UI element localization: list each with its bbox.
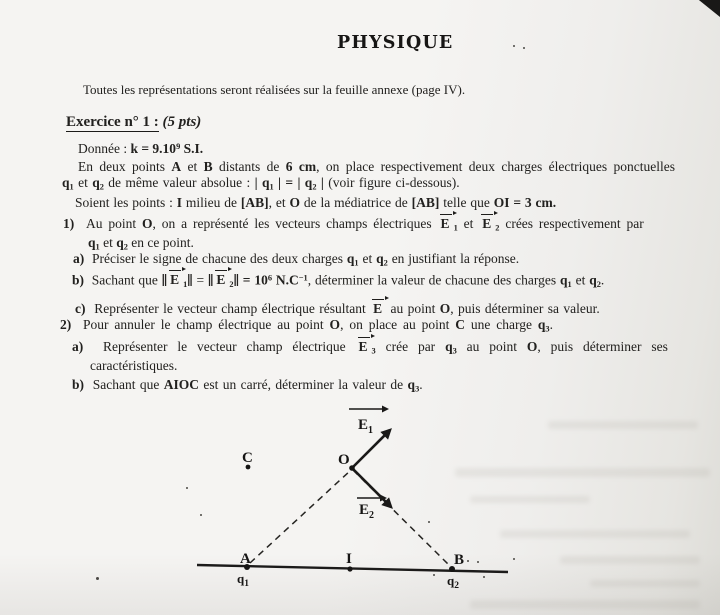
text-seg: au point (456, 339, 527, 354)
question-1 (63, 216, 644, 234)
text-seg-b: q (92, 175, 100, 190)
text-seg: en justifiant la réponse. (387, 251, 520, 266)
label-q1: $q_1$ (237, 571, 249, 589)
E1-label-overbar-arrowhead (382, 406, 389, 413)
text-seg: telle que (439, 195, 494, 210)
text-seg: Donnée : (78, 141, 131, 156)
text-seg: Au point (86, 216, 143, 231)
label-C: C (242, 450, 253, 466)
question-1c (75, 301, 600, 317)
scan-artifact (455, 468, 710, 477)
speck (513, 558, 515, 560)
text-seg: Sachant que (91, 272, 162, 288)
text-seg: Représenter le vecteur champ électrique (103, 339, 356, 354)
text-seg-b: [AB] (240, 195, 269, 210)
text-seg-bsub: 1 (354, 258, 359, 268)
point-I-dot (347, 566, 352, 571)
question-1a (73, 251, 519, 269)
text-seg: , déterminer la valeur de chacune des charges (307, 272, 561, 288)
text-seg-bsub: 1 (453, 223, 458, 233)
scan-artifact (560, 556, 700, 564)
text-seg-vec: E (482, 216, 492, 231)
text-seg-b: [AB] (411, 195, 440, 210)
speck (186, 487, 188, 489)
text-seg: (voir figure ci-dessous). (323, 175, 460, 190)
question-2 (60, 317, 553, 335)
speck (467, 560, 469, 562)
label-I: I (346, 551, 352, 567)
text-seg: , on place au point (340, 317, 456, 332)
text-seg-bsub: 2 (312, 182, 317, 192)
question-2a-cont (90, 358, 177, 374)
text-seg-b: b) (72, 377, 93, 392)
text-seg-bsub: 1 (183, 279, 188, 289)
text-seg-b: 6 cm (285, 159, 317, 174)
text-seg: Représenter le vecteur champ électrique résultant (94, 301, 371, 316)
page-corner-shadow (696, 0, 720, 17)
question-2b (72, 377, 423, 395)
text-seg: de la médiatrice de (300, 195, 412, 210)
text-seg-b: q (445, 339, 453, 354)
text-seg-b: N.C (272, 272, 299, 288)
text-seg-b: q (116, 235, 124, 250)
text-seg-bsub: 3 (452, 346, 457, 356)
text-seg-b: q (560, 272, 568, 288)
text-seg: En deux points (78, 159, 172, 174)
speck (523, 47, 525, 49)
text-seg-b: q (88, 235, 96, 250)
dashed-line-AO (250, 470, 351, 563)
speck (96, 577, 99, 580)
text-seg-b: | = | q (273, 175, 313, 190)
text-seg-b: a) (73, 251, 92, 266)
text-seg-b: q (589, 272, 597, 288)
text-seg: = (192, 272, 209, 288)
text-seg: , on a représenté les vecteurs champs électriques (152, 216, 438, 231)
text-seg: crée par (375, 339, 446, 354)
text-seg-b: 1) (63, 216, 86, 231)
speck (428, 521, 430, 523)
text-seg-bsub: 1 (95, 242, 100, 252)
text-seg-bar: ‖ (187, 271, 193, 290)
vector-E2-arrow (352, 468, 391, 507)
text-seg-b: O (142, 216, 153, 231)
text-seg: distants de (212, 159, 286, 174)
label-B: B (454, 552, 465, 568)
question-1-cont (88, 235, 194, 253)
text-seg: et (358, 251, 377, 266)
text-seg-vec: E (440, 216, 450, 231)
text-seg-b: q (537, 317, 546, 332)
text-seg-bsub: 1 (269, 182, 274, 192)
text-seg-b: OI = 3 cm. (493, 195, 557, 210)
text-seg-b: | (316, 175, 324, 190)
text-seg-b: q (346, 251, 355, 266)
text-seg-vec: E (216, 272, 226, 288)
text-seg-b: B (203, 159, 213, 174)
text-seg: milieu de (182, 195, 241, 210)
text-seg: de même valeur absolue : (103, 175, 255, 190)
text-seg-bsub: 2 (99, 182, 104, 192)
text-seg-bsub: 2 (123, 242, 128, 252)
speck (477, 561, 479, 563)
scan-artifact (548, 421, 698, 429)
text-seg-bar: ‖ (161, 271, 168, 290)
text-seg: est un carré, déterminer la valeur de (199, 377, 408, 392)
line-valeur-absolue (62, 175, 460, 193)
text-seg: . (549, 317, 553, 332)
text-seg-bsub: 3 (545, 324, 550, 334)
figure-diagram (150, 400, 570, 615)
text-seg-bi: (5 pts) (162, 114, 202, 130)
text-seg-b: O (289, 195, 301, 210)
text-seg: caractéristiques. (90, 358, 178, 373)
text-seg-bsup: −1 (298, 273, 308, 283)
text-seg: Préciser le signe de chacune des deux charges (92, 251, 347, 266)
text-seg-bsub: 3 (415, 384, 420, 394)
text-seg: Toutes les représentations seront réalisées sur la feuille annexe (page IV). (83, 82, 466, 97)
intro-note (83, 82, 465, 98)
text-seg-b: C (455, 317, 466, 332)
text-seg-b: | q (254, 175, 270, 190)
line-soient-les-points (75, 195, 556, 211)
text-seg-b: = 10 (238, 272, 268, 288)
question-2a (72, 339, 668, 357)
text-seg-b: O (439, 301, 451, 316)
text-seg: et (73, 175, 93, 190)
scan-artifact (590, 580, 700, 587)
text-seg: et (571, 272, 590, 288)
text-seg: en ce point. (127, 235, 194, 250)
speck (483, 576, 485, 578)
text-seg: et (99, 235, 117, 250)
text-seg: et (457, 216, 480, 231)
text-seg: et (181, 159, 204, 174)
text-seg-b: q (376, 251, 384, 266)
speck (513, 45, 515, 47)
label-E2: $E_2$ (359, 502, 375, 521)
text-seg-bsub: 2 (383, 258, 388, 268)
text-seg-b: O (329, 317, 341, 332)
text-seg-b: AIOC (163, 377, 200, 392)
exercise-heading (66, 113, 201, 131)
text-seg: . (600, 272, 605, 288)
text-seg: , puis déterminer sa valeur. (450, 301, 600, 316)
scan-artifact (470, 600, 700, 609)
line-en-deux-points (78, 159, 675, 175)
text-seg-bar: ‖ (233, 271, 239, 290)
text-seg-b: b) (72, 272, 92, 288)
text-seg-b: 2) (60, 317, 83, 332)
text-seg-vec: E (358, 339, 368, 354)
text-seg-bsup: 6 (267, 273, 273, 283)
label-E1: $E_1$ (358, 417, 374, 436)
text-seg: une charge (465, 317, 538, 332)
text-seg: , on place respectivement deux charges électriques ponctuelles (316, 159, 676, 174)
text-seg-vec: E (373, 301, 383, 316)
text-seg-bsub: 1 (567, 279, 572, 289)
text-seg: , et (268, 195, 290, 210)
page-title: PHYSIQUE (337, 33, 454, 53)
text-seg-b: c) (75, 301, 95, 316)
scan-artifact (500, 530, 690, 538)
line-donnee (78, 141, 203, 157)
text-seg: crées respectivement par (499, 216, 644, 231)
text-seg-b: S.I. (180, 141, 204, 156)
text-seg-bsub: 3 (371, 346, 376, 356)
text-seg: au point (386, 301, 440, 316)
text-seg: Soient les points : (75, 195, 177, 210)
text-seg-b: q (407, 377, 416, 392)
text-seg-b: q (62, 175, 70, 190)
text-seg-b: O (526, 339, 538, 354)
text-seg: . (419, 377, 423, 392)
text-seg-bsup: 9 (176, 142, 181, 152)
label-A: A (240, 551, 251, 567)
scan-artifact (470, 496, 590, 503)
text-seg: Pour annuler le champ électrique au point (83, 317, 330, 332)
text-seg: Sachant que (92, 377, 164, 392)
label-O: O (338, 452, 350, 468)
text-seg-b: k = 9.10 (130, 141, 177, 156)
text-seg: , puis déterminer ses (537, 339, 668, 354)
text-seg-bsub: 2 (229, 279, 234, 289)
text-seg-bu: Exercice n° 1 : (66, 114, 159, 130)
text-seg-bsub: 1 (69, 182, 74, 192)
text-seg-b: A (171, 159, 182, 174)
text-seg-b: I (176, 195, 183, 210)
text-seg-bsub: 2 (495, 223, 500, 233)
text-seg-bar: ‖ (208, 271, 214, 290)
text-seg-bsub: 2 (596, 279, 601, 289)
point-O-dot (349, 465, 355, 471)
text-seg-b: a) (72, 339, 103, 354)
label-q2: $q_2$ (447, 573, 459, 591)
text-seg-vec: E (170, 272, 180, 288)
question-1b (72, 271, 604, 291)
speck (200, 514, 202, 516)
speck (433, 574, 435, 576)
